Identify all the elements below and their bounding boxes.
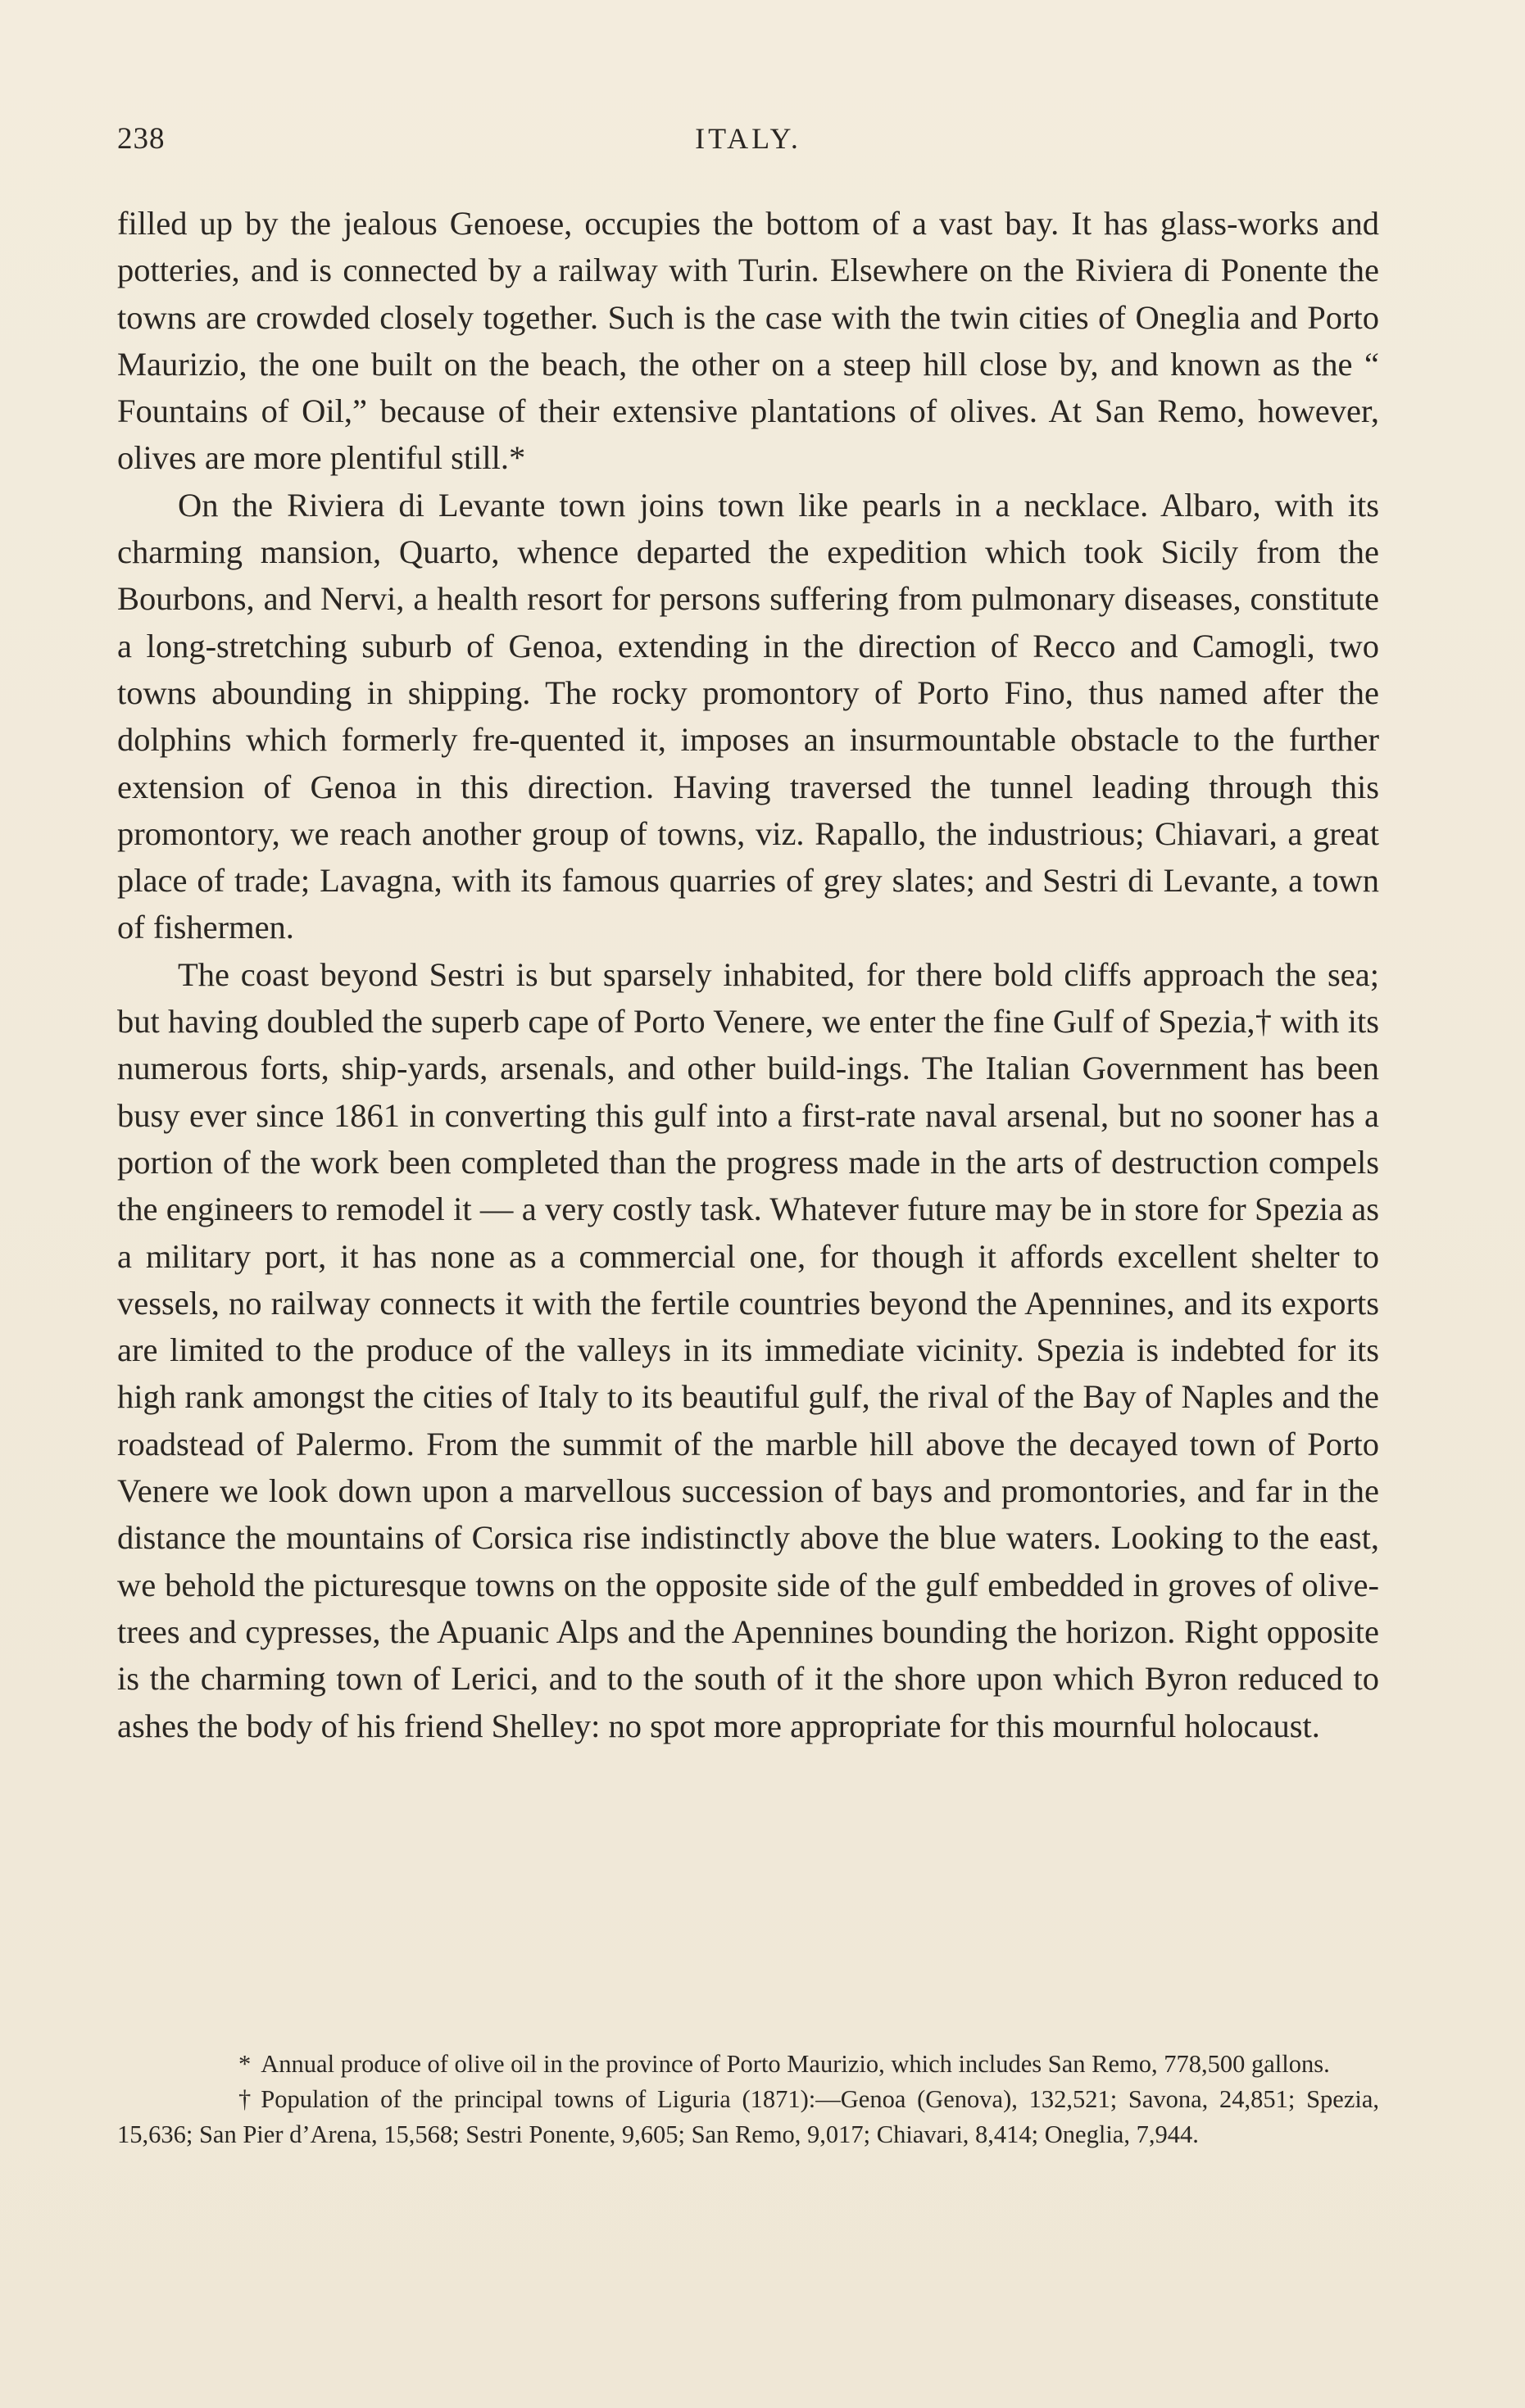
running-head: ITALY. (695, 122, 801, 155)
footnote-text: Population of the principal towns of Liguria (1871):—Genoa (Genova), 132,521; Savona, 24,851; Spezia, 15,636; San Pier d’Arena, 15,568; Sestri Ponente, 9,605; San Remo, 9,017; Chiavari, 8,414; Oneglia, 7,944. (117, 2085, 1379, 2148)
body-text (117, 200, 1379, 1749)
footnote-olive-oil (117, 2047, 1379, 2082)
footnote-population (117, 2082, 1379, 2152)
footnote-marker: * (238, 2050, 252, 2078)
page-header (117, 121, 1379, 170)
footnotes (117, 2047, 1379, 2152)
footnote-text: Annual produce of olive oil in the province of Porto Maurizio, which includes San Remo, 778,500 gallons. (261, 2050, 1330, 2078)
paragraph-gulf-of-spezia: The coast beyond Sestri is but sparsely inhabited, for there bold cliffs approach the sea; but having doubled the superb cape of Porto Venere, we enter the fine Gulf of Spezia,† with its numerous forts, ship-yards, arsenals, and other build-ings. The Italian Government has been busy ever since 1861 in converting this gulf into a first-rate naval arsenal, but no sooner has a portion of the work been completed than the progress made in the arts of destruction compels the engineers to remodel it — a very costly task. Whatever future may be in store for Spezia as a military port, it has none as a commercial one, for though it affords excellent shelter to vessels, no railway connects it with the fertile countries beyond the Apennines, and its exports are limited to the produce of the valleys in its immediate vicinity. Spezia is indebted for its high rank amongst the cities of Italy to its beautiful gulf, the rival of the Bay of Naples and the roadstead of Palermo. From the summit of the marble hill above the decayed town of Porto Venere we look down upon a marvellous succession of bays and promontories, and far in the distance the mountains of Corsica rise indistinctly above the blue waters. Looking to the east, we behold the picturesque towns on the opposite side of the gulf embedded in groves of olive-trees and cypresses, the Apuanic Alps and the Apennines bounding the horizon. Right opposite is the charming town of Lerici, and to the south of it the shore upon which Byron reduced to ashes the body of his friend Shelley: no spot more appropriate for this mournful holocaust. (117, 955, 1379, 1744)
footnote-marker: † (238, 2085, 252, 2113)
page-number: 238 (117, 122, 166, 156)
paragraph-continued: filled up by the jealous Genoese, occupies the bottom of a vast bay. It has glass-works and potteries, and is connected by a railway with Turin. Elsewhere on the Riviera di Ponente the towns are crowded closely together. Such is the case with the twin cities of Oneglia and Porto Maurizio, the one built on the beach, the other on a steep hill close by, and known as the “ Fountains of Oil,” because of their extensive plantations of olives. At San Remo, however, olives are more plentiful still.* (117, 205, 1379, 477)
paragraph-riviera-di-levante: On the Riviera di Levante town joins town like pearls in a necklace. Albaro, with its charming mansion, Quarto, whence departed the expedition which took Sicily from the Bourbons, and Nervi, a health resort for persons suffering from pulmonary diseases, constitute a long-stretching suburb of Genoa, extending in the direction of Recco and Camogli, two towns abounding in shipping. The rocky promontory of Porto Fino, thus named after the dolphins which formerly fre-quented it, imposes an insurmountable obstacle to the further extension of Genoa in this direction. Having traversed the tunnel leading through this promontory, we reach another group of towns, viz. Rapallo, the industrious; Chiavari, a great place of trade; Lavagna, with its famous quarries of grey slates; and Sestri di Levante, a town of fishermen. (117, 486, 1379, 946)
